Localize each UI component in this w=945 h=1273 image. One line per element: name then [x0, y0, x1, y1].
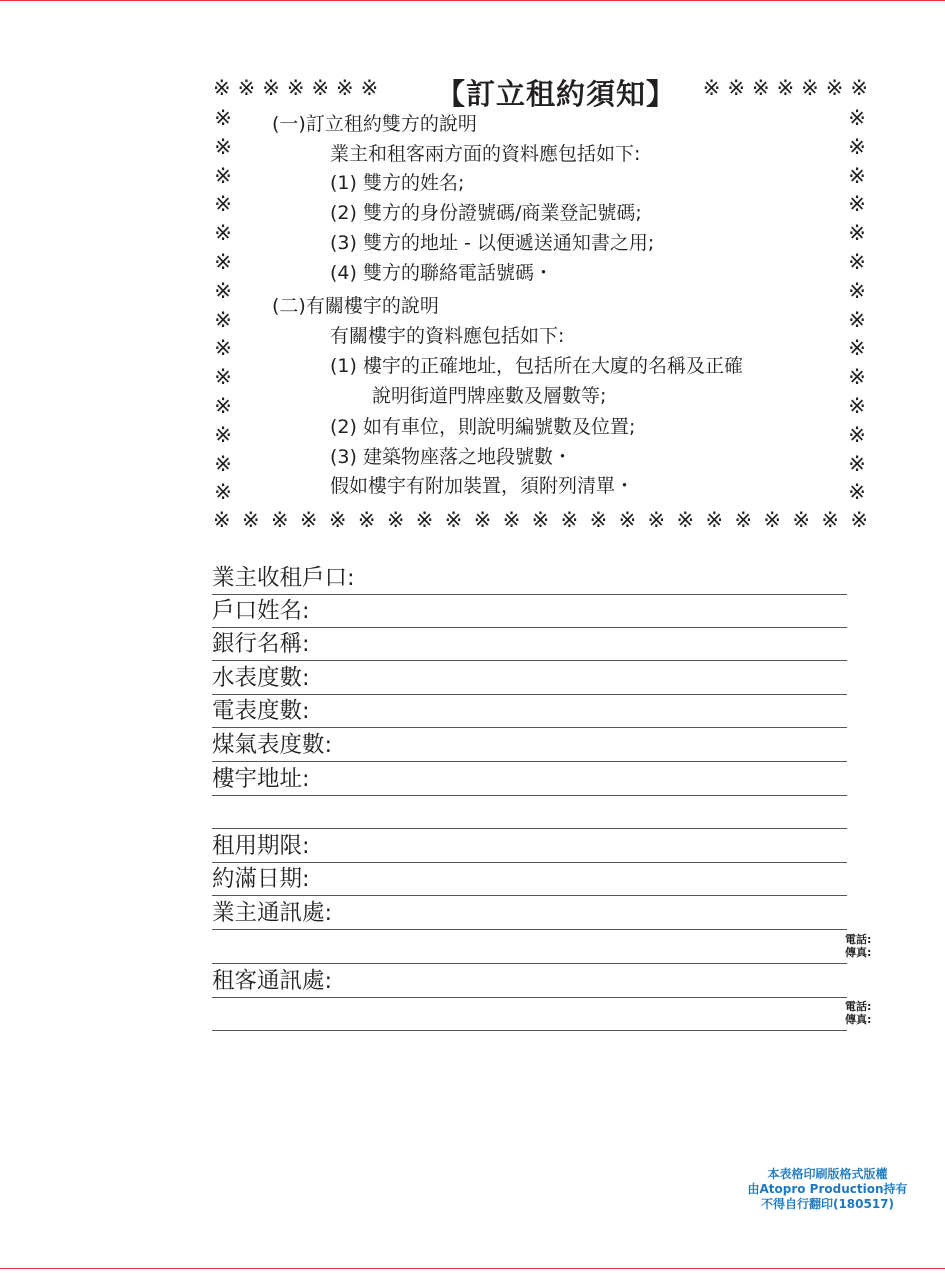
border-symbol: ※ — [473, 508, 492, 532]
section1-intro: 業主和租客兩方面的資料應包括如下: — [330, 143, 641, 165]
top-border-line — [0, 0, 945, 1]
star-border-top-right — [703, 76, 868, 100]
form-row-electricity[interactable] — [212, 694, 847, 728]
form-row-bank[interactable] — [212, 627, 847, 661]
border-symbol: ※ — [763, 508, 782, 532]
border-symbol: ※ — [237, 76, 256, 100]
section1-heading: (一)訂立租約雙方的說明 — [272, 113, 477, 135]
form-row-tenant-phone-fax[interactable] — [212, 997, 872, 1031]
border-symbol: ※ — [848, 134, 866, 159]
border-symbol: ※ — [357, 508, 376, 532]
border-symbol: ※ — [848, 163, 866, 188]
form-row-gas[interactable] — [212, 727, 847, 762]
border-symbol: ※ — [776, 76, 795, 100]
border-symbol: ※ — [647, 508, 666, 532]
border-symbol: ※ — [214, 365, 232, 390]
form-row-address[interactable] — [212, 761, 847, 796]
copyright-line: 由Atopro Production持有 — [747, 1182, 908, 1196]
border-symbol: ※ — [848, 393, 866, 418]
border-symbol: ※ — [676, 508, 695, 532]
section2-item: (2) 如有車位，則說明編號數及位置; — [330, 416, 636, 438]
section1-item: (4) 雙方的聯絡電話號碼・ — [330, 262, 553, 284]
border-symbol: ※ — [386, 508, 405, 532]
border-symbol: ※ — [702, 76, 721, 100]
border-symbol: ※ — [444, 508, 463, 532]
form-row-tenant-contact[interactable] — [212, 963, 847, 998]
form-row-landlord-contact[interactable] — [212, 895, 847, 930]
border-symbol: ※ — [214, 106, 232, 130]
border-symbol: ※ — [299, 508, 318, 532]
form-row-account[interactable] — [212, 560, 847, 595]
label-landlord-contact: 業主通訊處: — [212, 900, 333, 926]
border-symbol: ※ — [848, 365, 866, 390]
border-symbol: ※ — [214, 480, 232, 505]
label-water: 水表度數: — [212, 665, 310, 691]
border-symbol: ※ — [727, 76, 745, 100]
section2-item-cont: 說明街道門牌座數及層數等; — [372, 385, 607, 407]
label-term: 租用期限: — [212, 833, 310, 859]
form-row-term[interactable] — [212, 828, 847, 863]
form-row-water[interactable] — [212, 660, 847, 695]
border-symbol: ※ — [214, 451, 232, 476]
border-symbol: ※ — [270, 508, 289, 532]
section2-item: (1) 樓宇的正確地址，包括所在大廈的名稱及正確 — [330, 355, 743, 377]
border-symbol: ※ — [214, 393, 232, 418]
form-row-address-cont[interactable] — [212, 795, 847, 829]
border-symbol: ※ — [751, 76, 770, 100]
border-symbol: ※ — [825, 76, 844, 100]
section1-item: (1) 雙方的姓名; — [330, 172, 465, 194]
label-tenant-contact: 租客通訊處: — [212, 968, 333, 994]
border-symbol: ※ — [241, 508, 260, 532]
section1-item: (3) 雙方的地址 - 以便遞送通知書之用; — [330, 232, 655, 254]
label-gas: 煤氣表度數: — [212, 732, 333, 758]
border-symbol: ※ — [531, 508, 550, 532]
border-symbol: ※ — [848, 106, 866, 130]
tenant-contact-numbers — [845, 1000, 871, 1026]
star-border-right — [845, 104, 869, 507]
border-symbol: ※ — [792, 508, 810, 532]
border-symbol: ※ — [705, 508, 724, 532]
copyright-notice — [740, 1167, 915, 1212]
border-symbol: ※ — [801, 76, 819, 100]
border-symbol: ※ — [850, 76, 868, 100]
border-symbol: ※ — [848, 192, 866, 217]
border-symbol: ※ — [848, 422, 866, 447]
border-symbol: ※ — [213, 508, 231, 532]
border-symbol: ※ — [848, 307, 866, 332]
border-symbol: ※ — [336, 76, 354, 100]
label-account: 業主收租戶口: — [212, 565, 355, 591]
label-address: 樓宇地址: — [212, 766, 310, 792]
border-symbol: ※ — [286, 76, 305, 100]
landlord-contact-numbers — [845, 933, 871, 959]
border-symbol: ※ — [360, 76, 379, 100]
border-symbol: ※ — [213, 76, 231, 100]
border-symbol: ※ — [589, 508, 608, 532]
border-symbol: ※ — [848, 480, 866, 505]
border-symbol: ※ — [262, 76, 280, 100]
tenant-phone-label: 電話: — [845, 1000, 872, 1013]
border-symbol: ※ — [415, 508, 434, 532]
border-symbol: ※ — [848, 451, 866, 476]
border-symbol: ※ — [214, 249, 232, 274]
border-symbol: ※ — [848, 249, 866, 274]
border-symbol: ※ — [734, 508, 753, 532]
copyright-line: 不得自行翻印(180517) — [760, 1197, 895, 1211]
border-symbol: ※ — [848, 278, 866, 303]
border-symbol: ※ — [214, 134, 232, 159]
copyright-line: 本表格印刷版格式版權 — [767, 1167, 888, 1181]
border-symbol: ※ — [214, 278, 232, 303]
section2-note: 假如樓宇有附加裝置，須附列清單・ — [330, 475, 635, 497]
border-symbol: ※ — [214, 307, 232, 332]
landlord-phone-label: 電話: — [845, 933, 872, 946]
border-symbol: ※ — [214, 163, 232, 188]
border-symbol: ※ — [848, 336, 866, 361]
tenant-fax-label: 傳真: — [845, 1013, 872, 1026]
label-electricity: 電表度數: — [212, 698, 310, 724]
section2-heading: (二)有關樓宇的說明 — [272, 295, 439, 317]
bottom-border-line — [0, 1268, 945, 1269]
border-symbol: ※ — [618, 508, 637, 532]
form-row-account-name[interactable] — [212, 594, 847, 628]
form-row-expiry[interactable] — [212, 862, 847, 896]
label-account-name: 戶口姓名: — [212, 598, 310, 624]
border-symbol: ※ — [502, 508, 521, 532]
border-symbol: ※ — [214, 221, 232, 246]
form-row-landlord-phone-fax[interactable] — [212, 929, 872, 964]
section1-item: (2) 雙方的身份證號碼/商業登記號碼; — [330, 202, 642, 224]
star-border-top-left — [213, 76, 378, 100]
label-expiry: 約滿日期: — [212, 866, 310, 892]
notice-title: 【訂立租約須知】 — [436, 77, 677, 111]
border-symbol: ※ — [214, 422, 232, 447]
border-symbol: ※ — [560, 508, 579, 532]
star-border-left — [211, 104, 235, 507]
border-symbol: ※ — [850, 508, 868, 532]
label-bank: 銀行名稱: — [212, 631, 310, 657]
border-symbol: ※ — [214, 336, 232, 361]
section2-item: (3) 建築物座落之地段號數・ — [330, 446, 572, 468]
border-symbol: ※ — [311, 76, 330, 100]
border-symbol: ※ — [821, 508, 839, 532]
notice-title-row — [213, 74, 868, 111]
border-symbol: ※ — [848, 221, 866, 246]
landlord-fax-label: 傳真: — [845, 946, 872, 959]
border-symbol: ※ — [214, 192, 232, 217]
section2-intro: 有關樓宇的資料應包括如下: — [330, 325, 565, 347]
border-symbol: ※ — [328, 508, 347, 532]
star-border-bottom — [213, 505, 868, 535]
